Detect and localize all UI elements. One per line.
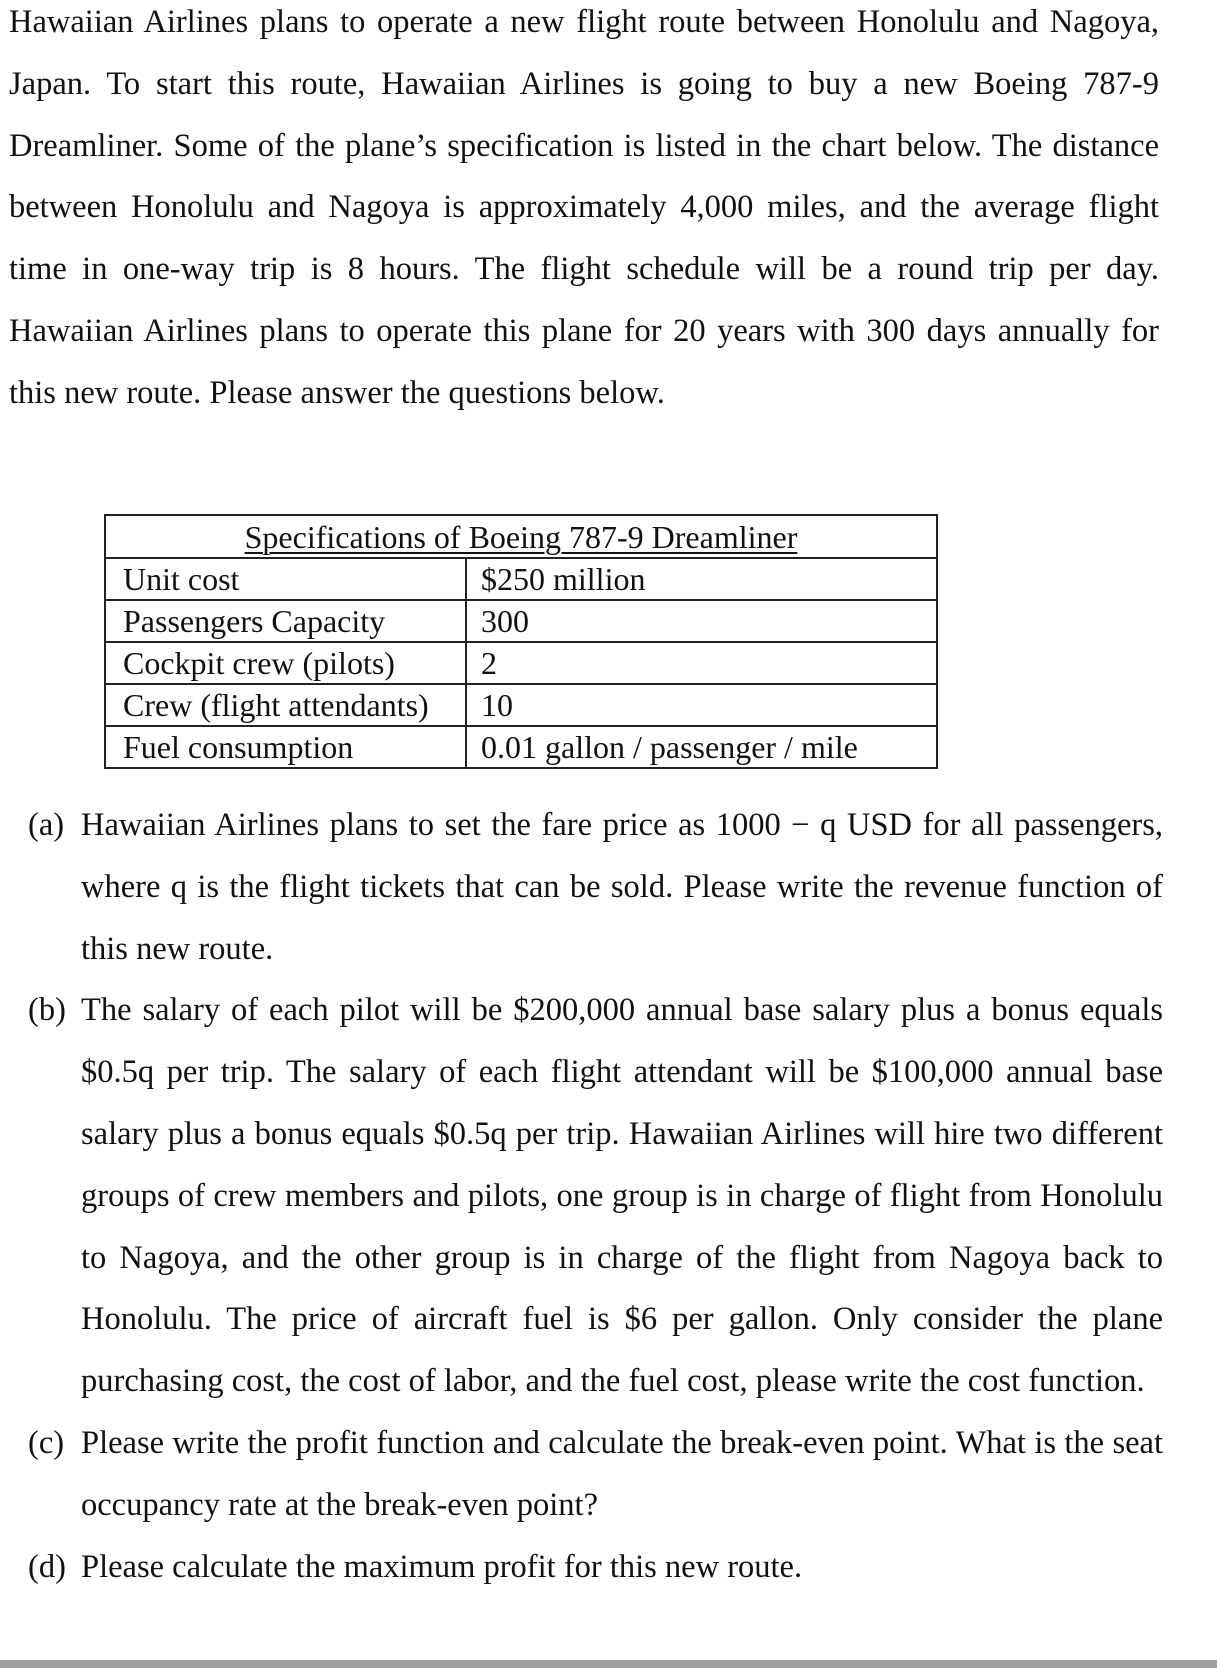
spec-label: Passengers Capacity [105,600,466,642]
spec-table-title: Specifications of Boeing 787-9 Dreamliner [244,518,798,555]
spec-value: 2 [466,642,937,684]
question-a [28,795,1163,980]
intro-paragraph: Hawaiian Airlines plans to operate a new flight route between Honolulu and Nagoya, Japan. To start this route, Hawaiian Airlines is going to buy a new Boeing 787-9 Dreamliner. Some of the plane’s specification is listed in the chart below. The distance between Honolulu and Nagoya is approximately 4,000 miles, and the average flight time in one-way trip is 8 hours. The flight schedule will be a round trip per day. Hawaiian Airlines plans to operate this plane for 20 years with 300 days annually for this new route. Please answer the questions below. [9,4,1159,411]
question-marker: (d) [28,1548,66,1585]
question-list [28,795,1163,1598]
question-c [28,1413,1163,1537]
spec-label: Cockpit crew (pilots) [105,642,466,684]
question-text: Hawaiian Airlines plans to set the fare price as 1000 − q USD for all passengers, where q is the flight tickets that can be sold. Please write the revenue function of this new route. [81,807,1163,967]
question-marker: (a) [28,807,65,843]
spec-row-fuel-consumption [105,726,937,768]
spec-table-header-row [105,515,937,558]
spec-value: 10 [466,684,937,726]
bottom-divider [0,1660,1217,1668]
question-marker: (c) [28,1424,65,1461]
spec-row-unit-cost [105,558,937,600]
spec-value: 0.01 gallon / passenger / mile [466,726,937,768]
question-text: The salary of each pilot will be $200,000 annual base salary plus a bonus equals $0.5q per trip. The salary of each flight attendant will be $100,000 annual base salary plus a bonus equals $0.5q per trip. Hawaiian Airlines will hire two different groups of crew members and pilots, one group is in charge of flight from Honolulu to Nagoya, and the other group is in charge of the flight from Nagoya back to Honolulu. The price of aircraft fuel is $6 per gallon. Only consider the plane purchasing cost, the cost of labor, and the fuel cost, please write the cost function. [81,992,1163,1400]
spec-row-flight-attendants [105,684,937,726]
question-text: Please calculate the maximum profit for this new route. [81,1548,803,1585]
question-marker: (b) [28,992,66,1029]
spec-value: 300 [466,600,937,642]
spec-label: Unit cost [105,558,466,600]
spec-row-passengers-capacity [105,600,937,642]
spec-label: Crew (flight attendants) [105,684,466,726]
spec-row-cockpit-crew [105,642,937,684]
spec-label: Fuel consumption [105,726,466,768]
question-d [28,1537,1163,1599]
question-b [28,980,1163,1413]
question-text: Please write the profit function and calculate the break-even point. What is the seat occupancy rate at the break-even point? [81,1424,1163,1523]
spec-table [104,514,938,769]
spec-value: $250 million [466,558,937,600]
spec-table-title-cell [105,515,937,558]
